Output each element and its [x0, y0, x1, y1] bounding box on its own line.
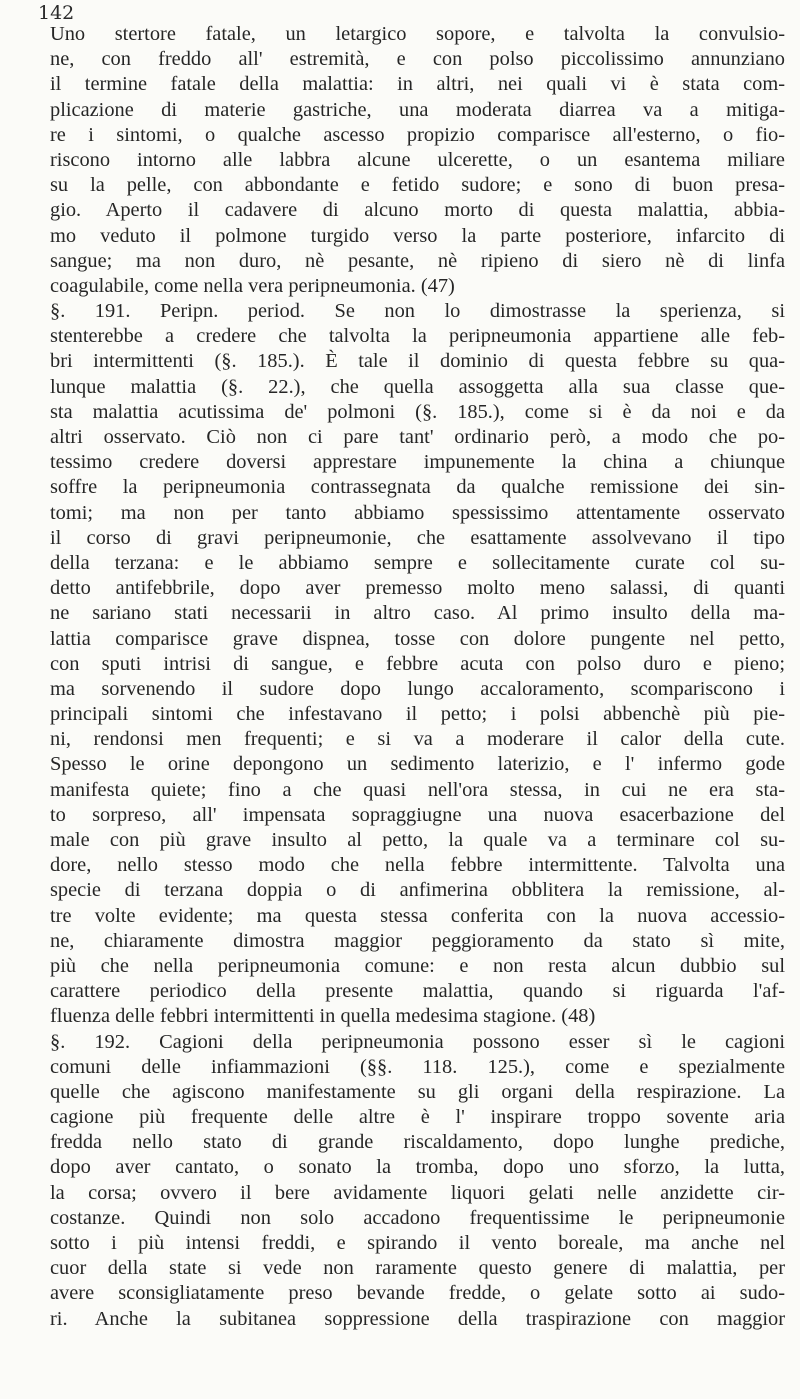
text-line: coagulabile, come nella vera peripneumonia. (47) [50, 274, 455, 297]
text-line: cagione più frequente delle altre è l' inspirare troppo sovente aria [50, 1106, 785, 1129]
page-number: 142 [38, 2, 75, 24]
text-line: principali sintomi che infestavano il petto; i polsi abbenchè più pie- [50, 703, 785, 726]
text-line: con sputi intrisi di sangue, e febbre acuta con polso duro e pieno; [50, 652, 785, 675]
text-line: costanze. Quindi non solo accadono frequentissime le peripneumonie [50, 1206, 785, 1229]
text-line: mo veduto il polmone turgido verso la parte posteriore, infarcito di [50, 224, 785, 247]
text-line: cuor della state si vede non raramente questo genere di malattia, per [50, 1257, 785, 1280]
text-line: tomi; ma non per tanto abbiamo spessissimo attentamente osservato [50, 501, 785, 524]
text-line: fredda nello stato di grande riscaldamento, dopo lunghe prediche, [50, 1131, 785, 1154]
text-line: dopo aver cantato, o sonato la tromba, dopo uno sforzo, la lutta, [50, 1156, 785, 1179]
text-line: la corsa; ovvero il bere avidamente liquori gelati nelle anzidette cir- [50, 1181, 785, 1204]
text-line: ma sorvenendo il sudore dopo lungo accaloramento, scompariscono i [50, 677, 785, 700]
text-line: lattia comparisce grave dispnea, tosse con dolore pungente nel petto, [50, 627, 785, 650]
text-line: ne, con freddo all' estremità, e con polso piccolissimo annunziano [50, 48, 785, 71]
text-line: altri osservato. Ciò non ci pare tant' ordinario però, a modo che po- [50, 426, 785, 448]
text-line: specie di terzana doppia o di anfimerina obblitera la remissione, al- [50, 879, 785, 902]
text-line: su la pelle, con abbondante e fetido sudore; e sono di buon presa- [50, 174, 785, 197]
text-line: lunque malattia (§. 22.), che quella assoggetta alla sua classe que- [50, 375, 785, 398]
text-line: re i sintomi, o qualche ascesso propizio comparisce all'esterno, o fio- [50, 123, 785, 146]
text-line: il corso di gravi peripneumonie, che esattamente assolvevano il tipo [50, 526, 785, 549]
text-line: §. 192. Cagioni della peripneumonia possono esser sì le cagioni [50, 1030, 785, 1053]
text-line: sotto i più intensi freddi, e spirando il vento boreale, ma anche nel [50, 1232, 785, 1254]
text-line: male con più grave insulto al petto, la quale va a terminare col su- [50, 829, 785, 851]
text-line: to sorpreso, all' impensata sopraggiugne una nuova esacerbazione del [50, 803, 785, 826]
text-line: soffre la peripneumonia contrassegnata da qualche remissione dei sin- [50, 476, 785, 499]
text-line: ne, chiaramente dimostra maggior peggioramento da stato sì mite, [50, 929, 785, 952]
text-line: detto antifebbrile, dopo aver premesso molto meno salassi, di quanti [50, 577, 785, 600]
text-line: sta malattia acutissima de' polmoni (§. 185.), come si è da noi e da [50, 400, 785, 423]
text-line: plicazione di materie gastriche, una moderata diarrea va a mitiga- [50, 98, 785, 121]
body-text [50, 22, 785, 1332]
text-line: ne sariano stati necessarii in altro caso. Al primo insulto della ma- [50, 602, 785, 625]
text-line: carattere periodico della presente malattia, quando si riguarda l'af- [50, 980, 785, 1003]
text-line: fluenza delle febbri intermittenti in quella medesima stagione. (48) [50, 1005, 596, 1028]
text-line: stenterebbe a credere che talvolta la peripneumonia appartiene alle feb- [50, 325, 785, 348]
text-line: tessimo credere doversi apprestare impunemente la china a chiunque [50, 451, 785, 474]
text-line: bri intermittenti (§. 185.). È tale il dominio di questa febbre su qua- [50, 350, 785, 373]
text-line: Spesso le orine depongono un sedimento laterizio, e l' infermo gode [50, 753, 785, 776]
text-line: dore, nello stesso modo che nella febbre intermittente. Talvolta una [50, 854, 785, 877]
text-line: manifesta quiete; fino a che quasi nell'ora stessa, in cui ne era sta- [50, 778, 785, 801]
text-line: gio. Aperto il cadavere di alcuno morto di questa malattia, abbia- [50, 199, 785, 222]
text-line: il termine fatale della malattia: in altri, nei quali vi è stata com- [50, 73, 785, 96]
text-line: quelle che agiscono manifestamente su gli organi della respirazione. La [50, 1080, 785, 1103]
text-line: della terzana: e le abbiamo sempre e sollecitamente curate col su- [50, 551, 785, 574]
text-line: Uno stertore fatale, un letargico sopore, e talvolta la convulsio- [50, 23, 785, 45]
text-line: tre volte evidente; ma questa stessa conferita con la nuova accessio- [50, 904, 785, 927]
text-line: comuni delle infiammazioni (§§. 118. 125.), come e spezialmente [50, 1055, 785, 1078]
text-line: più che nella peripneumonia comune: e non resta alcun dubbio sul [50, 954, 785, 977]
text-line: ni, rendonsi men frequenti; e si va a moderare il calor della cute. [50, 728, 785, 751]
text-line: avere sconsigliatamente preso bevande fredde, o gelate sotto ai sudo- [50, 1282, 785, 1305]
text-line: riscono intorno alle labbra alcune ulcerette, o un esantema miliare [50, 148, 785, 171]
text-line: ri. Anche la subitanea soppressione della traspirazione con maggior [50, 1307, 785, 1330]
text-line: sangue; ma non duro, nè pesante, nè ripieno di siero nè di linfa [50, 249, 785, 272]
text-line: §. 191. Peripn. period. Se non lo dimostrasse la sperienza, si [50, 300, 785, 323]
